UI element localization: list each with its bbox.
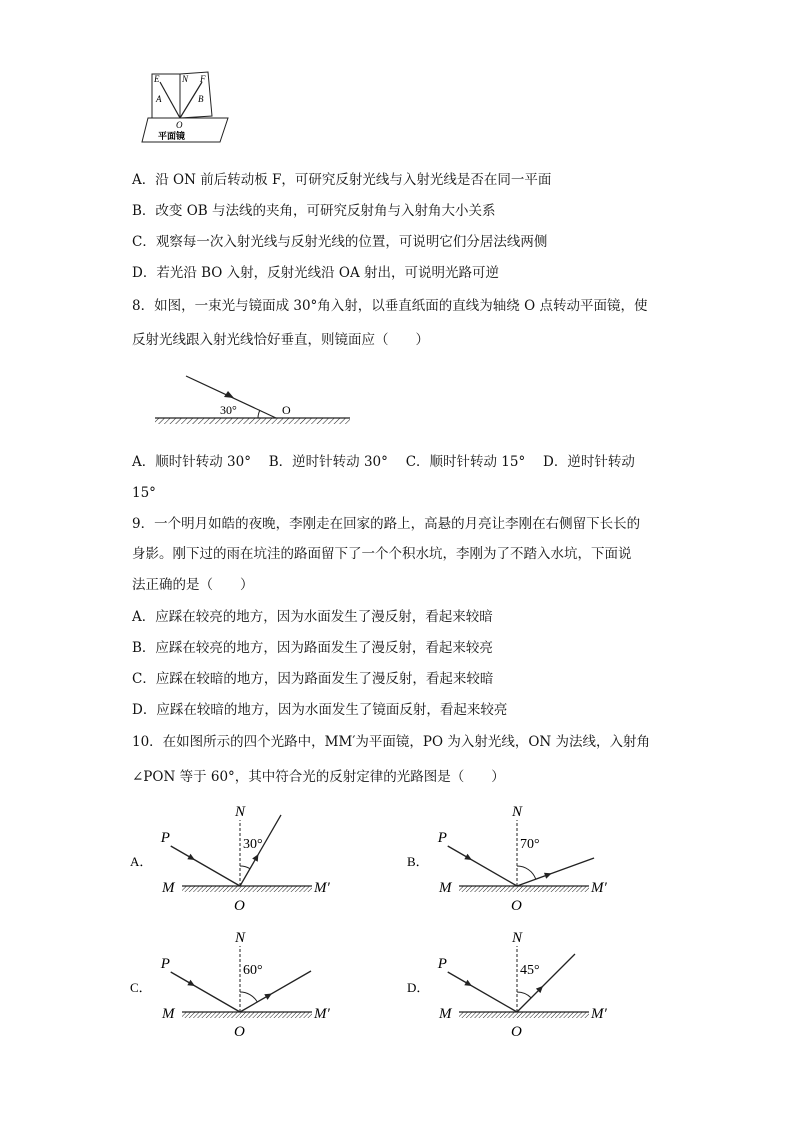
mirror-caption: 平面镜 <box>158 131 186 141</box>
q10-stem-line2: ∠PON 等于 60°，其中符合光的反射定律的光路图是（ ） <box>132 769 505 785</box>
incident-ray <box>171 846 240 886</box>
q10-stem-line1: 10．在如图所示的四个光路中，MM′为平面镜，PO 为入射光线，ON 为法线，入射角 <box>132 734 651 750</box>
mirror-hatch <box>182 886 312 892</box>
reflected-ray <box>517 858 594 886</box>
q7-option-d: D．若光沿 BO 入射，反射光线沿 OA 射出，可说明光路可逆 <box>132 265 500 281</box>
incident-ray <box>448 846 517 886</box>
label-n: N <box>512 804 523 820</box>
label-m: M <box>162 1006 175 1022</box>
label-o: O <box>234 1024 245 1040</box>
angle-label: 60° <box>243 963 263 978</box>
angle-arc <box>240 866 250 869</box>
label-n: N <box>235 930 246 946</box>
mirror-hatch <box>459 886 589 892</box>
q7-option-c: C．观察每一次入射光线与反射光线的位置，可说明它们分居法线两侧 <box>132 234 548 250</box>
q9-option-a: A．应踩在较亮的地方，因为水面发生了漫反射，看起来较暗 <box>132 609 493 625</box>
label-m-prime: M′ <box>314 880 330 896</box>
q8-point-o: O <box>282 403 291 417</box>
label-b: B <box>198 94 204 104</box>
label-o: O <box>176 120 183 130</box>
q7-option-b: B．改变 OB 与法线的夹角，可研究反射角与入射角大小关系 <box>132 203 496 219</box>
incident-ray <box>171 972 240 1012</box>
q10-diagram-b <box>405 800 635 920</box>
q9-stem-line1: 9．一个明月如皓的夜晚，李刚走在回家的路上，高悬的月亮让李刚在右侧留下长长的 <box>132 516 641 532</box>
label-n: N <box>182 74 189 84</box>
q8-angle-label: 30° <box>220 403 237 417</box>
q9-option-b: B．应踩在较亮的地方，因为路面发生了漫反射，看起来较亮 <box>132 640 493 656</box>
label-o: O <box>511 898 522 914</box>
angle-label: 30° <box>243 837 263 852</box>
angle-arc <box>240 992 257 1002</box>
q10-diagram-a <box>128 800 358 920</box>
label-m-prime: M′ <box>591 880 607 896</box>
q8-stem-line1: 8．如图，一束光与镜面成 30°角入射，以垂直纸面的直线为轴绕 O 点转动平面镜，使 <box>132 298 648 314</box>
label-f: F <box>200 74 206 84</box>
mirror-hatch <box>182 1012 312 1018</box>
q8-mirror <box>155 418 350 424</box>
option-letter: C． <box>130 980 152 995</box>
label-m: M <box>439 880 452 896</box>
angle-label: 45° <box>520 963 540 978</box>
label-p: P <box>160 830 170 846</box>
label-p: P <box>160 956 170 972</box>
incident-ray <box>448 972 517 1012</box>
label-n: N <box>235 804 246 820</box>
label-o: O <box>511 1024 522 1040</box>
q9-stem-line2: 身影。刚下过的雨在坑洼的路面留下了一个个积水坑，李刚为了不踏入水坑，下面说 <box>132 546 632 562</box>
label-m: M <box>439 1006 452 1022</box>
label-p: P <box>437 830 447 846</box>
label-m-prime: M′ <box>591 1006 607 1022</box>
q7-board-figure <box>140 70 240 148</box>
q8-stem-line2: 反射光线跟入射光线恰好垂直，则镜面应（ ） <box>132 332 429 348</box>
q9-option-d: D．应踩在较暗的地方，因为水面发生了镜面反射，看起来较亮 <box>132 702 508 718</box>
label-e: E <box>154 74 160 84</box>
option-letter: A． <box>130 854 153 869</box>
q8-mirror-figure <box>150 370 370 430</box>
angle-arc <box>517 992 531 998</box>
label-p: P <box>437 956 447 972</box>
option-letter: B． <box>407 854 429 869</box>
reflected-arrow <box>544 873 552 879</box>
angle-label: 70° <box>520 837 540 852</box>
option-letter: D． <box>407 980 430 995</box>
label-o: O <box>234 898 245 914</box>
label-m: M <box>162 880 175 896</box>
q8-options-line2: 15° <box>132 485 156 501</box>
q7-option-a: A．沿 ON 前后转动板 F，可研究反射光线与入射光线是否在同一平面 <box>132 172 552 188</box>
angle-arc <box>517 866 536 879</box>
label-a: A <box>156 94 162 104</box>
q9-option-c: C．应踩在较暗的地方，因为路面发生了漫反射，看起来较暗 <box>132 671 494 687</box>
q10-diagram-c <box>128 926 358 1046</box>
label-m-prime: M′ <box>314 1006 330 1022</box>
q8-options-line1: A．顺时针转动 30° B．逆时针转动 30° C．顺时针转动 15° D．逆时针转动 <box>132 454 635 470</box>
label-n: N <box>512 930 523 946</box>
mirror-hatch <box>459 1012 589 1018</box>
q9-stem-line3: 法正确的是（ ） <box>132 577 254 593</box>
q8-angle-arc <box>258 410 260 418</box>
q10-diagram-d <box>405 926 635 1046</box>
